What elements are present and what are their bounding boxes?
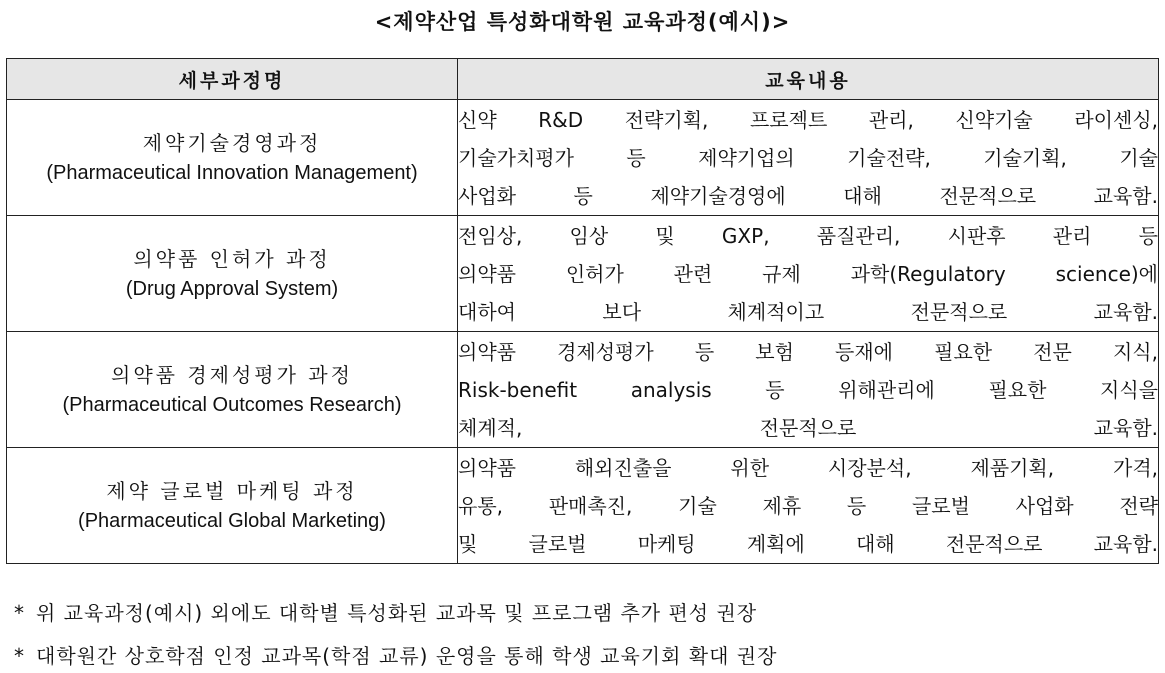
- curriculum-table: [6, 58, 1159, 564]
- course-content-cell: [458, 332, 1159, 448]
- footnote: [14, 640, 777, 669]
- course-name-cell: [7, 216, 458, 332]
- course-name-cell: [7, 448, 458, 564]
- course-content-cell: [458, 100, 1159, 216]
- table-header-row: [7, 59, 1159, 100]
- content-line: 사업화 등 제약기술경영에 대해 전문적으로 교육함.: [458, 183, 1158, 208]
- course-name-english: (Pharmaceutical Global Marketing): [78, 509, 386, 532]
- content-line: 신약 R&D 전략기획, 프로젝트 관리, 신약기술 라이센싱,: [458, 107, 1158, 132]
- table-row: [7, 216, 1159, 332]
- column-header-course-name: 세부과정명: [7, 59, 458, 100]
- course-name-korean: 제약기술경영과정: [142, 130, 322, 155]
- page-title: <제약산업 특성화대학원 교육과정(예시)>: [374, 10, 791, 34]
- course-name-english: (Drug Approval System): [125, 277, 339, 300]
- footnote-bullet: *: [14, 601, 25, 625]
- course-name-english: (Pharmaceutical Innovation Management): [46, 161, 418, 184]
- footnote: [14, 597, 757, 626]
- content-line: Risk-benefit analysis 등 위해관리에 필요한 지식을: [458, 377, 1158, 402]
- content-line: 대하여 보다 체계적이고 전문적으로 교육함.: [458, 299, 1158, 324]
- course-name-korean: 의약품 경제성평가 과정: [111, 362, 353, 387]
- table-row: [7, 448, 1159, 564]
- column-header-course-content: 교육내용: [458, 59, 1159, 100]
- course-content-cell: [458, 216, 1159, 332]
- course-name-korean: 의약품 인허가 과정: [133, 246, 331, 271]
- table-row: [7, 332, 1159, 448]
- course-name-korean: 제약 글로벌 마케팅 과정: [106, 478, 358, 503]
- content-line: 체계적, 전문적으로 교육함.: [458, 415, 1158, 440]
- table-row: [7, 100, 1159, 216]
- footnote-text: 위 교육과정(예시) 외에도 대학별 특성화된 교과목 및 프로그램 추가 편성 권장: [36, 601, 758, 625]
- content-line: 유통, 판매촉진, 기술 제휴 등 글로벌 사업화 전략: [458, 493, 1158, 518]
- content-line: 의약품 해외진출을 위한 시장분석, 제품기획, 가격,: [458, 455, 1158, 480]
- footnote-text: 대학원간 상호학점 인정 교과목(학점 교류) 운영을 통해 학생 교육기회 확대 권장: [36, 644, 778, 668]
- course-name-cell: [7, 100, 458, 216]
- course-content-cell: [458, 448, 1159, 564]
- content-line: 전임상, 임상 및 GXP, 품질관리, 시판후 관리 등: [458, 223, 1158, 248]
- course-name-english: (Pharmaceutical Outcomes Research): [62, 393, 402, 416]
- content-line: 기술가치평가 등 제약기업의 기술전략, 기술기획, 기술: [458, 145, 1158, 170]
- content-line: 및 글로벌 마케팅 계획에 대해 전문적으로 교육함.: [458, 531, 1158, 556]
- content-line: 의약품 경제성평가 등 보험 등재에 필요한 전문 지식,: [458, 339, 1158, 364]
- course-name-cell: [7, 332, 458, 448]
- content-line: 의약품 인허가 관련 규제 과학(Regulatory science)에: [458, 261, 1158, 286]
- footnote-bullet: *: [14, 644, 25, 668]
